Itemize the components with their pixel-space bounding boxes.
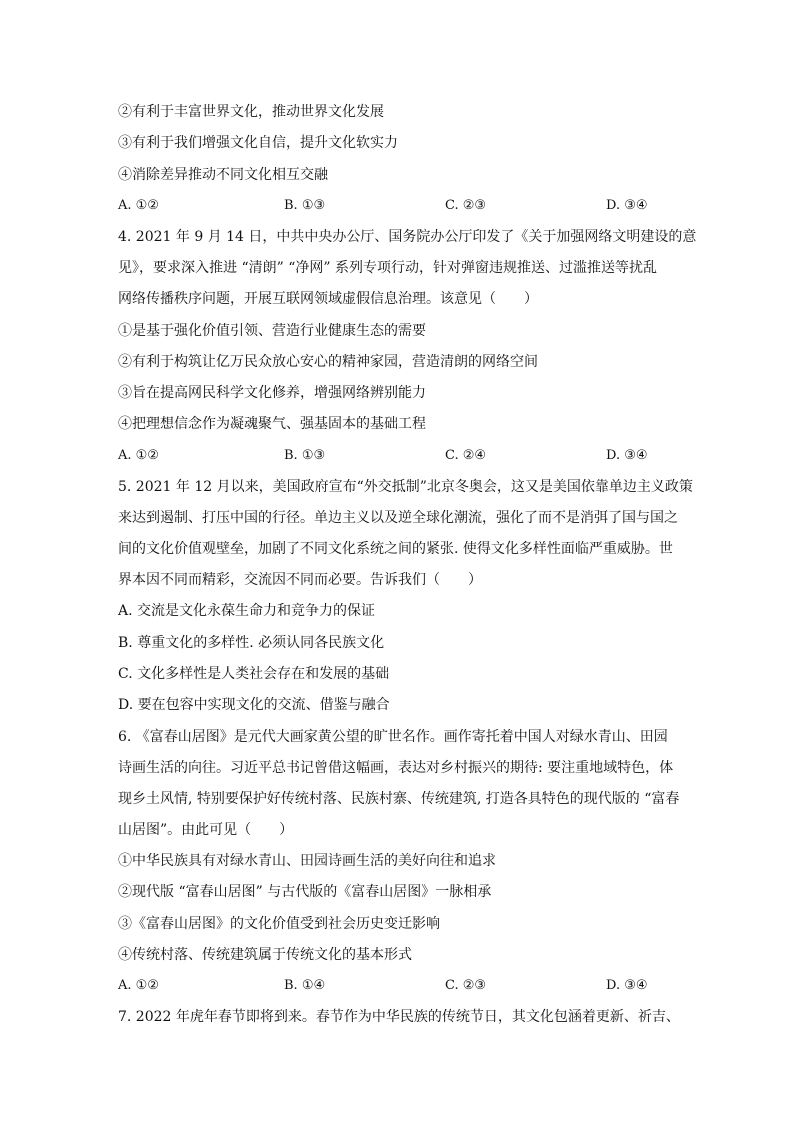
q4-option-d: D. ③④ — [606, 448, 648, 463]
q6-item-1: ①中华民族具有对绿水青山、田园诗画生活的美好向往和追求 — [118, 853, 496, 869]
q5-stem-line-2: 来达到遏制、打压中国的行径。单边主义以及逆全球化潮流，强化了而不是消弭了国与国之 — [118, 510, 678, 526]
q5-option-c: C. 文化多样性是人类社会存在和发展的基础 — [118, 666, 390, 682]
q6-option-c: C. ②③ — [445, 978, 487, 993]
q6-option-a: A. ①② — [118, 978, 159, 993]
q6-stem-line-1: 6. 《富春山居图》是元代大画家黄公望的旷世名作。画作寄托着中国人对绿水青山、田园 — [118, 729, 668, 745]
q4-stem-line-1: 4. 2021 年 9 月 14 日，中共中央办公厅、国务院办公厅印发了《关于加强网络文明建设的意 — [118, 229, 697, 245]
q6-stem-line-4: 山居图”。由此可见（ ） — [118, 822, 294, 838]
q3-option-b: B. ①③ — [284, 198, 326, 213]
q4-stem-line-3: 网络传播秩序问题，开展互联网领域虚假信息治理。该意见（ ） — [118, 291, 538, 307]
q6-stem-line-3: 现乡土风情, 特别要保护好传统村落、民族村寨、传统建筑, 打造各具特色的现代版的 “富春 — [118, 791, 680, 807]
q5-option-a: A. 交流是文化永葆生命力和竞争力的保证 — [118, 603, 376, 619]
q4-item-2: ②有利于构筑让亿万民众放心安心的精神家园，营造清朗的网络空间 — [118, 354, 538, 370]
q3-options — [118, 196, 678, 216]
q3-item-3: ③有利于我们增强文化自信，提升文化软实力 — [118, 135, 398, 151]
q4-option-c: C. ②④ — [445, 448, 487, 463]
q5-stem-line-4: 界本因不同而精彩，交流因不同而必要。告诉我们（ ） — [118, 572, 482, 588]
q4-options — [118, 446, 678, 466]
q4-item-3: ③旨在提高网民科学文化修养，增强网络辨别能力 — [118, 385, 426, 401]
q6-stem-line-2: 诗画生活的向往。习近平总书记曾借这幅画，表达对乡村振兴的期待: 要注重地域特色，体 — [118, 760, 674, 776]
q3-option-d: D. ③④ — [606, 198, 648, 213]
q3-item-2: ②有利于丰富世界文化，推动世界文化发展 — [118, 104, 384, 120]
q6-options — [118, 976, 678, 996]
q3-option-a: A. ①② — [118, 198, 159, 213]
q6-option-d: D. ③④ — [606, 978, 648, 993]
q3-item-4: ④消除差异推动不同文化相互交融 — [118, 167, 328, 183]
q7-stem-line-1: 7. 2022 年虎年春节即将到来。春节作为中华民族的传统节日，其文化包涵着更新、祈吉、 — [118, 1009, 680, 1025]
q5-stem-line-3: 间的文化价值观壁垒，加剧了不同文化系统之间的紧张. 使得文化多样性面临严重威胁。世 — [118, 541, 673, 557]
q5-option-d: D. 要在包容中实现文化的交流、借鉴与融合 — [118, 697, 390, 713]
q6-option-b: B. ①④ — [284, 978, 326, 993]
q4-item-1: ①是基于强化价值引领、营造行业健康生态的需要 — [118, 323, 426, 339]
q4-item-4: ④把理想信念作为凝魂聚气、强基固本的基础工程 — [118, 416, 426, 432]
q4-option-b: B. ①③ — [284, 448, 326, 463]
q4-option-a: A. ①② — [118, 448, 159, 463]
q6-item-4: ④传统村落、传统建筑属于传统文化的基本形式 — [118, 947, 412, 963]
q6-item-3: ③《富春山居图》的文化价值受到社会历史变迁影响 — [118, 916, 440, 932]
q5-stem-line-1: 5. 2021 年 12 月以来，美国政府宣布“外交抵制”北京冬奥会，这又是美国依靠单边主义政策 — [118, 479, 693, 495]
q5-option-b: B. 尊重文化的多样性. 必须认同各民族文化 — [118, 635, 385, 651]
q3-option-c: C. ②③ — [445, 198, 487, 213]
q4-stem-line-2: 见》，要求深入推进 “清朗” “净网” 系列专项行动，针对弹窗违规推送、过滥推送等扰乱 — [118, 260, 657, 276]
q6-item-2: ②现代版 “富春山居图” 与古代版的《富春山居图》一脉相承 — [118, 884, 492, 900]
